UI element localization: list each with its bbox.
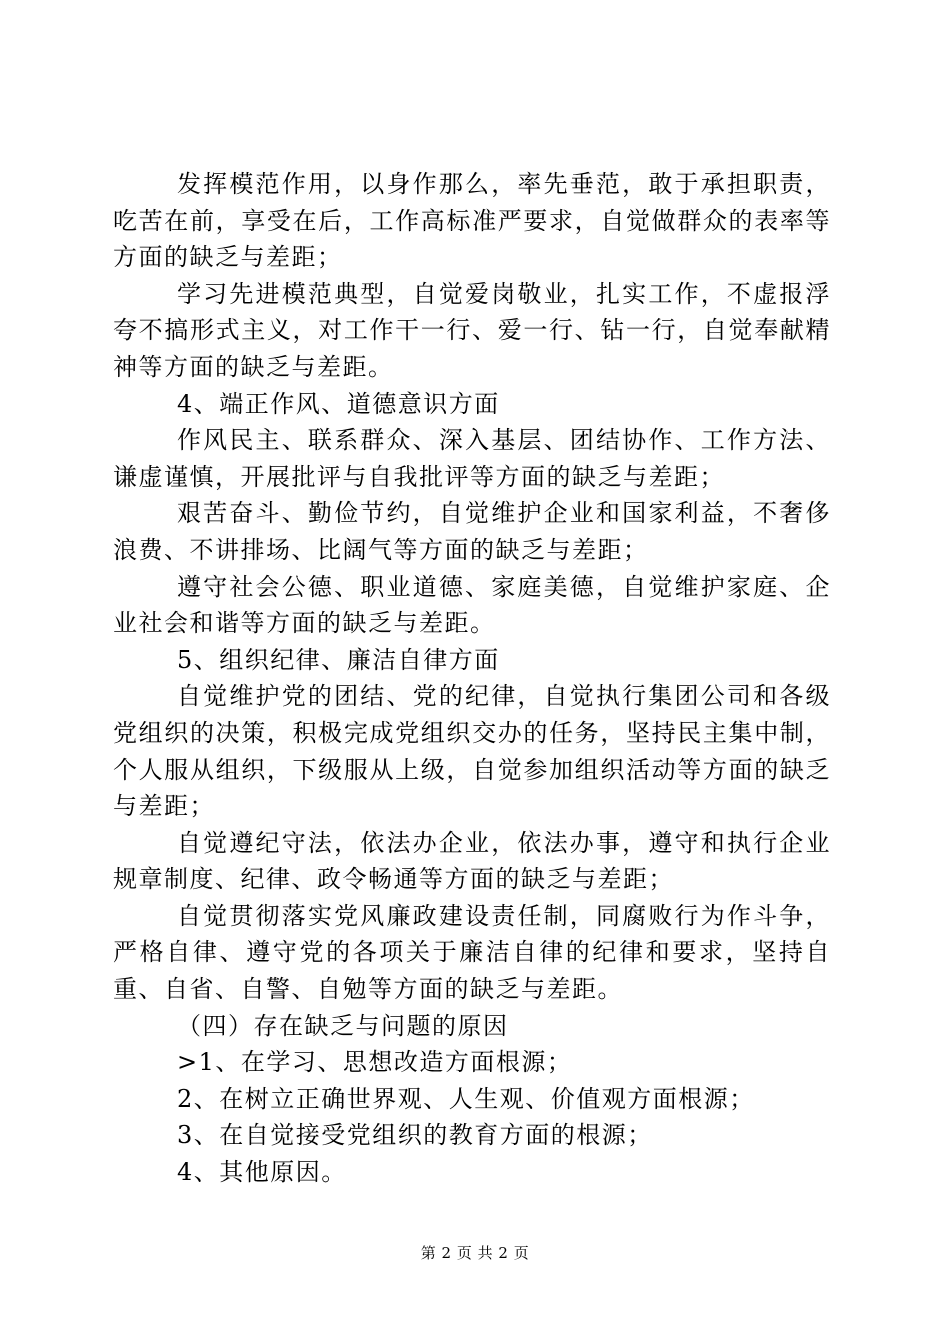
paragraph-hard-work: 艰苦奋斗、勤俭节约，自觉维护企业和国家利益，不奢侈浪费、不讲排场、比阔气等方面的缺乏与差距； bbox=[113, 499, 831, 564]
paragraph-democratic-style: 作风民主、联系群众、深入基层、团结协作、工作方法、谦虚谨慎，开展批评与自我批评等方面的缺乏与差距； bbox=[113, 426, 831, 491]
cause-item-2: 2、在树立正确世界观、人生观、价值观方面根源； bbox=[177, 1084, 755, 1113]
document-body bbox=[113, 166, 831, 1191]
paragraph-learn-models: 学习先进模范典型，自觉爱岗敬业，扎实工作，不虚报浮夸不搞形式主义，对工作干一行、爱一行、钻一行，自觉奉献精神等方面的缺乏与差距。 bbox=[113, 279, 831, 381]
section-heading-causes: （四）存在缺乏与问题的原因 bbox=[177, 1011, 509, 1040]
paragraph-anti-corruption: 自觉贯彻落实党风廉政建设责任制，同腐败行为作斗争，严格自律、遵守党的各项关于廉洁自律的纪律和要求，坚持自重、自省、自警、自勉等方面的缺乏与差距。 bbox=[113, 901, 831, 1004]
cause-item-3: 3、在自觉接受党组织的教育方面的根源； bbox=[177, 1121, 653, 1150]
page-footer: 第 2 页 共 2 页 bbox=[420, 1244, 530, 1262]
section-heading-5: 5、组织纪律、廉洁自律方面 bbox=[177, 645, 500, 674]
paragraph-model-role: 发挥模范作用，以身作那么，率先垂范，敢于承担职责，吃苦在前，享受在后，工作高标准严要求，自觉做群众的表率等方面的缺乏与差距； bbox=[113, 170, 831, 272]
cause-item-1: >1、在学习、思想改造方面根源； bbox=[177, 1048, 573, 1077]
paragraph-party-unity: 自觉维护党的团结、党的纪律，自觉执行集团公司和各级党组织的决策，积极完成党组织交办的任务，坚持民主集中制，个人服从组织，下级服从上级，自觉参加组织活动等方面的缺乏与差距； bbox=[113, 682, 831, 821]
paragraph-law-abiding: 自觉遵纪守法，依法办企业，依法办事，遵守和执行企业规章制度、纪律、政令畅通等方面的缺乏与差距； bbox=[113, 828, 831, 894]
paragraph-social-ethics: 遵守社会公德、职业道德、家庭美德，自觉维护家庭、企业社会和谐等方面的缺乏与差距。 bbox=[113, 572, 831, 638]
section-heading-4: 4、端正作风、道德意识方面 bbox=[177, 389, 500, 418]
cause-item-4: 4、其他原因。 bbox=[177, 1158, 347, 1187]
